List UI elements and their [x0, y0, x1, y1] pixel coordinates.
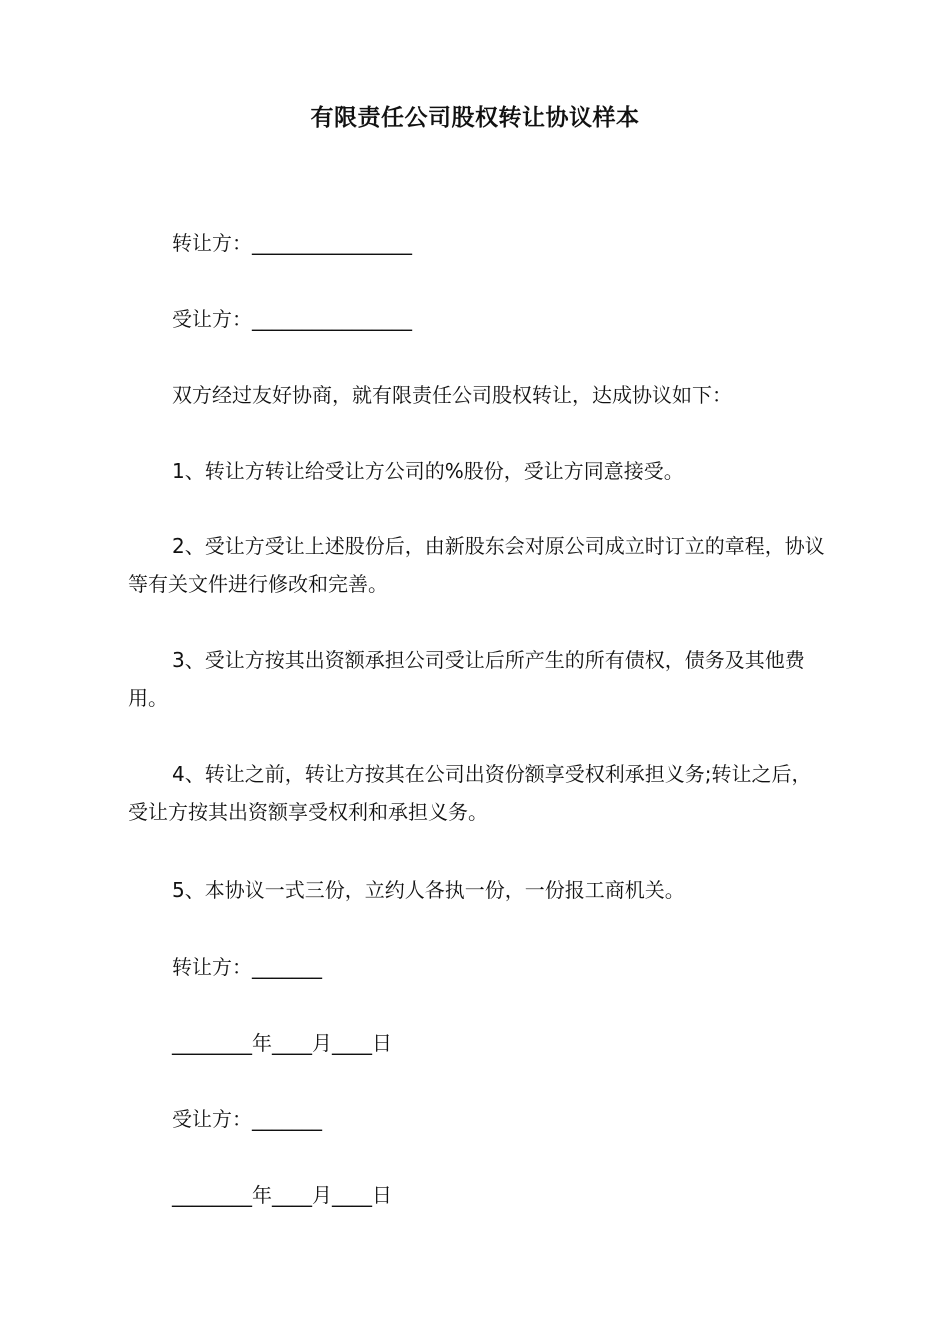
clause-2: 2、受让方受让上述股份后，由新股东会对原公司成立时订立的章程，协议等有关文件进行修改和完善。 — [128, 534, 825, 596]
clause-5: 5、本协议一式三份，立约人各执一份，一份报工商机关。 — [172, 878, 685, 902]
signature-transferor: 转让方：_______ — [172, 955, 322, 979]
clause-3: 3、受让方按其出资额承担公司受让后所产生的所有债权，债务及其他费用。 — [128, 648, 805, 710]
document-title: 有限责任公司股权转让协议样本 — [310, 105, 640, 131]
clause-1: 1、转让方转让给受让方公司的%股份，受让方同意接受。 — [172, 459, 684, 483]
date-line-transferee: ________年____月____日 — [172, 1183, 392, 1207]
signature-transferee: 受让方：_______ — [172, 1107, 322, 1131]
clause-4: 4、转让之前，转让方按其在公司出资份额享受权利承担义务;转让之后，受让方按其出资额享受权利和承担义务。 — [128, 762, 812, 824]
transferor-line: 转让方：________________ — [172, 231, 412, 255]
transferee-line: 受让方：________________ — [172, 307, 412, 331]
intro-paragraph: 双方经过友好协商，就有限责任公司股权转让，达成协议如下： — [172, 383, 732, 407]
date-line-transferor: ________年____月____日 — [172, 1031, 392, 1055]
